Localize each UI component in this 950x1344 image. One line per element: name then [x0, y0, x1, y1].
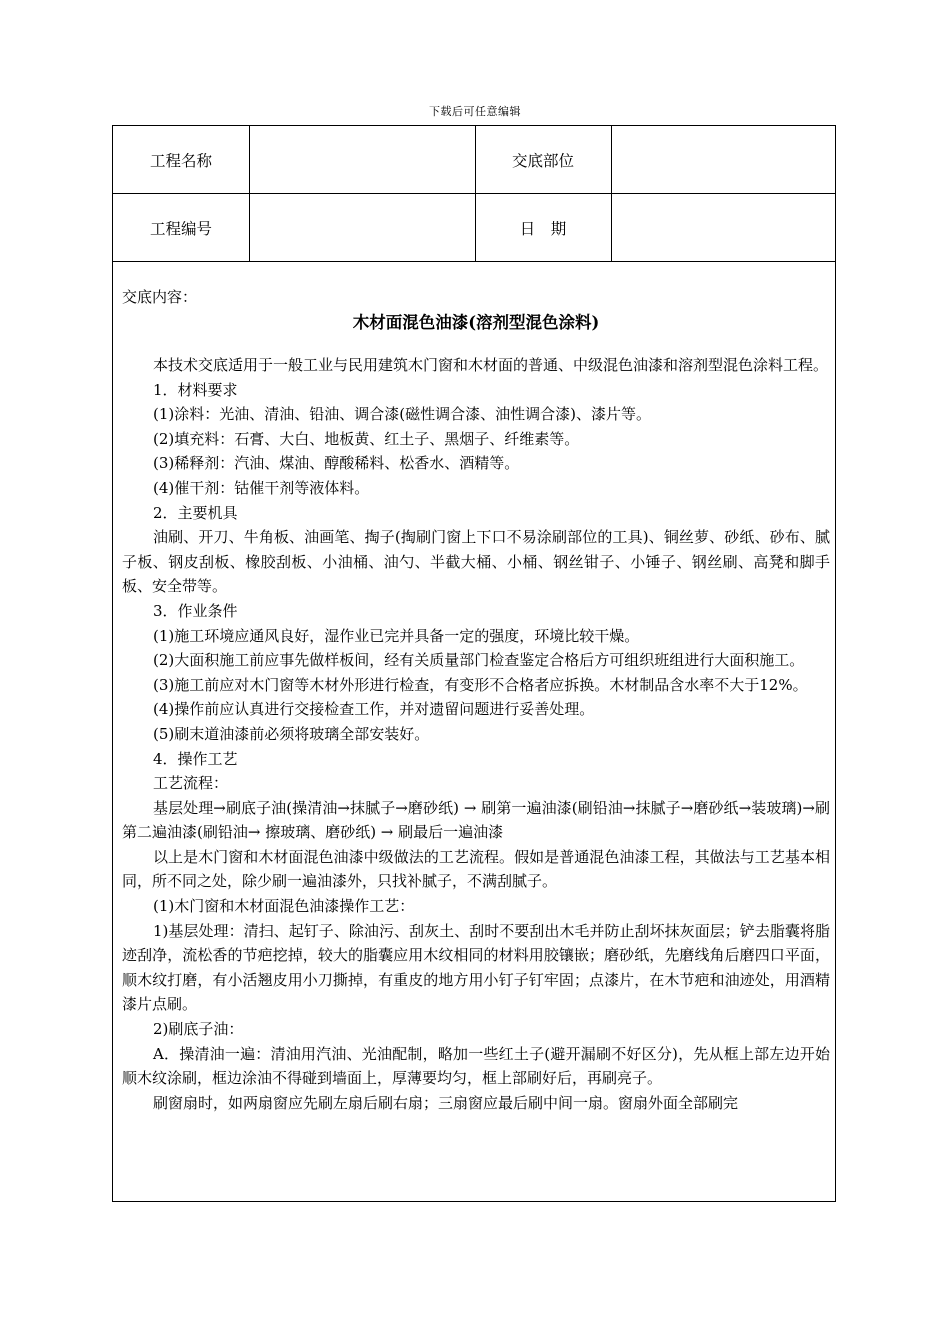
section-heading: 2．主要机具 — [153, 503, 238, 522]
paragraph: (5)刷末道油漆前必须将玻璃全部安装好。 — [153, 724, 430, 743]
handover-part-value — [612, 126, 834, 193]
paragraph: 以上是木门窗和木材面混色油漆中级做法的工艺流程。假如是普通混色油漆工程，其做法与工艺基本相同，所不同之处，除少刷一遍油漆外，只找补腻子，不满刮腻子。 — [122, 847, 830, 891]
date-label: 日 期 — [519, 219, 567, 238]
section-heading: 4．操作工艺 — [153, 749, 238, 768]
section-heading: 3．作业条件 — [153, 601, 238, 620]
paragraph: 刷窗扇时，如两扇窗应先刷左扇后刷右扇；三扇窗应最后刷中间一扇。窗扇外面全部刷完 — [153, 1093, 739, 1112]
paragraph: (1)涂料：光油、清油、铅油、调合漆(磁性调合漆、油性调合漆)、漆片等。 — [153, 405, 651, 424]
paragraph: (3)施工前应对木门窗等木材外形进行检查，有变形不合格者应拆换。木材制品含水率不大于12%。 — [153, 675, 808, 694]
table-divider — [113, 261, 835, 262]
paragraph: (3)稀释剂：汽油、煤油、醇酸稀料、松香水、酒精等。 — [153, 454, 520, 473]
paragraph: (4)操作前应认真进行交接检查工作，并对遗留问题进行妥善处理。 — [153, 700, 595, 719]
paragraph: (1)施工环境应通风良好，湿作业已完并具备一定的强度，环境比较干燥。 — [153, 626, 640, 645]
project-name-label: 工程名称 — [149, 151, 212, 170]
date-value — [612, 194, 834, 261]
paragraph: (2)大面积施工前应事先做样板间，经有关质量部门检查鉴定合格后方可组织班组进行大面积施工。 — [153, 651, 805, 670]
project-name-value — [250, 126, 475, 193]
paragraph: 1)基层处理：清扫、起钉子、除油污、刮灰土、刮时不要刮出木毛并防止刮坏抹灰面层；铲去脂囊将脂迹刮净，流松香的节疤挖掉，较大的脂囊应用木纹相同的材料用胶镶嵌；磨砂纸，先磨线角后磨四口平面，顺木纹打磨，有小活翘皮用小刀撕掉，有重皮的地方用小钉子钉牢固；点漆片，在木节疤和油迹处，用酒精漆片点刷。 — [122, 921, 830, 1014]
handover-content — [122, 286, 830, 1115]
content-label: 交底内容： — [122, 288, 198, 306]
paragraph: A．操清油一遍：清油用汽油、光油配制，略加一些红土子(避开漏刷不好区分)，先从框上部左边开始顺木纹涂刷，框边涂油不得碰到墙面上，厚薄要均匀，框上部刷好后，再刷亮子。 — [122, 1044, 830, 1088]
handover-form — [112, 125, 836, 1202]
paragraph: 本技术交底适用于一般工业与民用建筑木门窗和木材面的普通、中级混色油漆和溶剂型混色涂料工程。 — [153, 356, 829, 374]
download-note: 下载后可任意编辑 — [429, 105, 521, 118]
section-heading: 1．材料要求 — [153, 380, 238, 399]
paragraph: (2)填充料：石膏、大白、地板黄、红土子、黑烟子、纤维素等。 — [153, 429, 580, 448]
paragraph: 工艺流程： — [153, 774, 229, 793]
paragraph: (4)催干剂：钴催干剂等液体料。 — [153, 478, 370, 497]
project-number-label: 工程编号 — [149, 219, 212, 238]
paragraph: 油刷、开刀、牛角板、油画笔、掏子(掏刷门窗上下口不易涂刷部位的工具)、铜丝萝、砂纸、砂布、腻子板、钢皮刮板、橡胶刮板、小油桶、油勺、半截大桶、小桶、钢丝钳子、小锤子、钢丝刷、高凳和脚手板、安全带等。 — [122, 528, 830, 596]
paragraph: (1)木门窗和木材面混色油漆操作工艺： — [153, 897, 415, 916]
project-number-value — [250, 194, 475, 261]
document-title: 木材面混色油漆(溶剂型混色涂料) — [352, 313, 600, 332]
paragraph: 2)刷底子油： — [153, 1020, 244, 1039]
process-flow: 基层处理→刷底子油(操清油→抹腻子→磨砂纸) → 刷第一遍油漆(刷铅油→抹腻子→磨砂纸→装玻璃)→刷第二遍油漆(刷铅油→ 擦玻璃、磨砂纸) → 刷最后一遍油漆 — [122, 798, 830, 842]
handover-part-label: 交底部位 — [511, 151, 574, 170]
